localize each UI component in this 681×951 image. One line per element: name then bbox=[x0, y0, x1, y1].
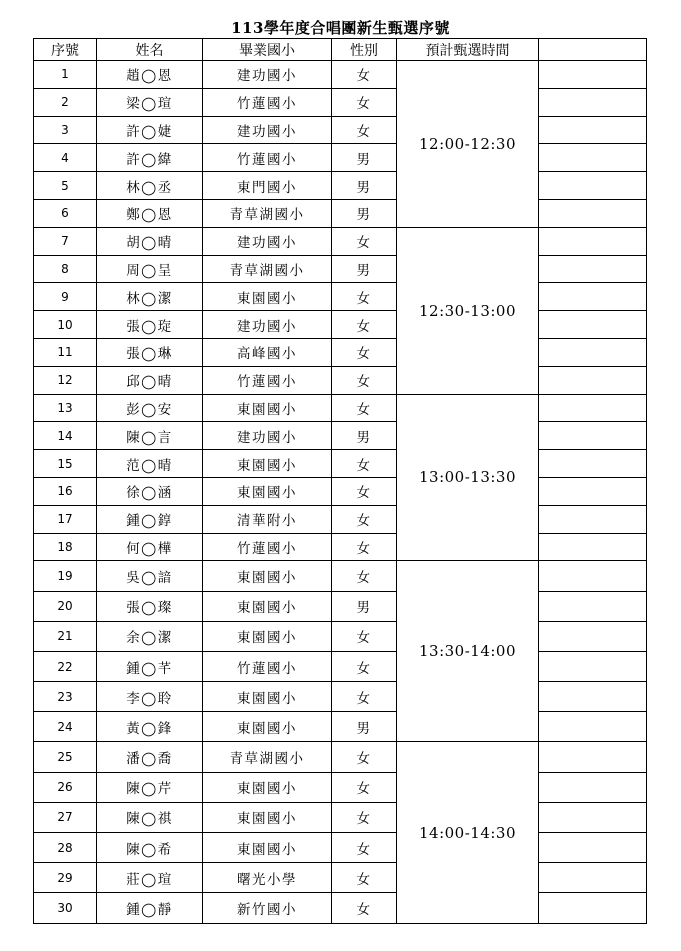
seq-cell: 8 bbox=[34, 255, 97, 283]
table-row bbox=[34, 338, 647, 366]
school-cell: 東門國小 bbox=[203, 172, 332, 200]
name-cell: 莊◯瑄 bbox=[97, 863, 203, 893]
gender-cell: 女 bbox=[332, 863, 397, 893]
table-row bbox=[34, 772, 647, 802]
school-cell: 東園國小 bbox=[203, 772, 332, 802]
notes-cell bbox=[539, 338, 647, 366]
table-row bbox=[34, 61, 647, 89]
school-cell: 青草湖國小 bbox=[203, 255, 332, 283]
notes-cell bbox=[539, 477, 647, 505]
name-cell: 黃◯鋒 bbox=[97, 712, 203, 742]
school-cell: 東園國小 bbox=[203, 561, 332, 591]
table-row bbox=[34, 651, 647, 681]
name-cell: 張◯琁 bbox=[97, 311, 203, 339]
gender-cell: 男 bbox=[332, 255, 397, 283]
table-row bbox=[34, 712, 647, 742]
school-cell: 建功國小 bbox=[203, 61, 332, 89]
table-row bbox=[34, 116, 647, 144]
notes-cell bbox=[539, 394, 647, 422]
school-cell: 竹蓮國小 bbox=[203, 144, 332, 172]
gender-cell: 男 bbox=[332, 144, 397, 172]
header-time: 預計甄選時間 bbox=[397, 39, 539, 61]
notes-cell bbox=[539, 505, 647, 533]
header-school: 畢業國小 bbox=[203, 39, 332, 61]
name-cell: 周◯呈 bbox=[97, 255, 203, 283]
notes-cell bbox=[539, 366, 647, 394]
school-cell: 東園國小 bbox=[203, 682, 332, 712]
gender-cell: 女 bbox=[332, 116, 397, 144]
gender-cell: 女 bbox=[332, 533, 397, 561]
school-cell: 東園國小 bbox=[203, 283, 332, 311]
gender-cell: 女 bbox=[332, 88, 397, 116]
header-seq: 序號 bbox=[34, 39, 97, 61]
time-slot-cell: 12:30-13:00 bbox=[397, 227, 539, 394]
name-cell: 陳◯希 bbox=[97, 833, 203, 863]
seq-cell: 29 bbox=[34, 863, 97, 893]
table-row bbox=[34, 88, 647, 116]
gender-cell: 女 bbox=[332, 893, 397, 923]
name-cell: 范◯晴 bbox=[97, 450, 203, 478]
notes-cell bbox=[539, 311, 647, 339]
seq-cell: 12 bbox=[34, 366, 97, 394]
gender-cell: 女 bbox=[332, 450, 397, 478]
table-row bbox=[34, 533, 647, 561]
seq-cell: 13 bbox=[34, 394, 97, 422]
table-row bbox=[34, 311, 647, 339]
gender-cell: 女 bbox=[332, 772, 397, 802]
name-cell: 林◯潔 bbox=[97, 283, 203, 311]
notes-cell bbox=[539, 742, 647, 772]
table-row bbox=[34, 227, 647, 255]
school-cell: 東園國小 bbox=[203, 394, 332, 422]
seq-cell: 20 bbox=[34, 591, 97, 621]
school-cell: 建功國小 bbox=[203, 311, 332, 339]
notes-cell bbox=[539, 591, 647, 621]
name-cell: 陳◯祺 bbox=[97, 802, 203, 832]
name-cell: 李◯聆 bbox=[97, 682, 203, 712]
school-cell: 新竹國小 bbox=[203, 893, 332, 923]
school-cell: 東園國小 bbox=[203, 477, 332, 505]
notes-cell bbox=[539, 863, 647, 893]
gender-cell: 女 bbox=[332, 477, 397, 505]
table-row bbox=[34, 802, 647, 832]
table-row bbox=[34, 144, 647, 172]
table-row bbox=[34, 172, 647, 200]
gender-cell: 女 bbox=[332, 621, 397, 651]
seq-cell: 14 bbox=[34, 422, 97, 450]
seq-cell: 28 bbox=[34, 833, 97, 863]
gender-cell: 女 bbox=[332, 651, 397, 681]
gender-cell: 女 bbox=[332, 227, 397, 255]
school-cell: 竹蓮國小 bbox=[203, 651, 332, 681]
gender-cell: 女 bbox=[332, 742, 397, 772]
gender-cell: 女 bbox=[332, 311, 397, 339]
notes-cell bbox=[539, 893, 647, 923]
table-row bbox=[34, 394, 647, 422]
school-cell: 建功國小 bbox=[203, 116, 332, 144]
gender-cell: 男 bbox=[332, 172, 397, 200]
name-cell: 鍾◯芊 bbox=[97, 651, 203, 681]
seq-cell: 26 bbox=[34, 772, 97, 802]
school-cell: 建功國小 bbox=[203, 227, 332, 255]
gender-cell: 女 bbox=[332, 802, 397, 832]
notes-cell bbox=[539, 651, 647, 681]
seq-cell: 11 bbox=[34, 338, 97, 366]
name-cell: 彭◯安 bbox=[97, 394, 203, 422]
header-extra bbox=[539, 39, 647, 61]
gender-cell: 女 bbox=[332, 833, 397, 863]
gender-cell: 男 bbox=[332, 422, 397, 450]
name-cell: 何◯樺 bbox=[97, 533, 203, 561]
notes-cell bbox=[539, 621, 647, 651]
school-cell: 青草湖國小 bbox=[203, 199, 332, 227]
notes-cell bbox=[539, 144, 647, 172]
seq-cell: 9 bbox=[34, 283, 97, 311]
notes-cell bbox=[539, 88, 647, 116]
seq-cell: 15 bbox=[34, 450, 97, 478]
seq-cell: 5 bbox=[34, 172, 97, 200]
notes-cell bbox=[539, 450, 647, 478]
name-cell: 鄭◯恩 bbox=[97, 199, 203, 227]
school-cell: 東園國小 bbox=[203, 802, 332, 832]
gender-cell: 女 bbox=[332, 283, 397, 311]
seq-cell: 19 bbox=[34, 561, 97, 591]
audition-table bbox=[33, 38, 647, 924]
name-cell: 鍾◯靜 bbox=[97, 893, 203, 923]
time-slot-cell: 12:00-12:30 bbox=[397, 61, 539, 228]
school-cell: 竹蓮國小 bbox=[203, 533, 332, 561]
school-cell: 曙光小學 bbox=[203, 863, 332, 893]
gender-cell: 女 bbox=[332, 505, 397, 533]
school-cell: 青草湖國小 bbox=[203, 742, 332, 772]
table-row bbox=[34, 199, 647, 227]
table-row bbox=[34, 591, 647, 621]
seq-cell: 3 bbox=[34, 116, 97, 144]
school-cell: 清華附小 bbox=[203, 505, 332, 533]
seq-cell: 22 bbox=[34, 651, 97, 681]
table-row bbox=[34, 833, 647, 863]
name-cell: 余◯潔 bbox=[97, 621, 203, 651]
seq-cell: 18 bbox=[34, 533, 97, 561]
header-row bbox=[34, 39, 647, 61]
table-row bbox=[34, 682, 647, 712]
gender-cell: 男 bbox=[332, 199, 397, 227]
notes-cell bbox=[539, 682, 647, 712]
table-row bbox=[34, 561, 647, 591]
name-cell: 趙◯恩 bbox=[97, 61, 203, 89]
school-cell: 竹蓮國小 bbox=[203, 88, 332, 116]
table-row bbox=[34, 283, 647, 311]
seq-cell: 10 bbox=[34, 311, 97, 339]
table-row bbox=[34, 366, 647, 394]
name-cell: 徐◯涵 bbox=[97, 477, 203, 505]
seq-cell: 17 bbox=[34, 505, 97, 533]
seq-cell: 4 bbox=[34, 144, 97, 172]
gender-cell: 女 bbox=[332, 61, 397, 89]
name-cell: 吳◯諳 bbox=[97, 561, 203, 591]
header-name: 姓名 bbox=[97, 39, 203, 61]
table-row bbox=[34, 450, 647, 478]
name-cell: 陳◯言 bbox=[97, 422, 203, 450]
seq-cell: 27 bbox=[34, 802, 97, 832]
seq-cell: 30 bbox=[34, 893, 97, 923]
name-cell: 陳◯芹 bbox=[97, 772, 203, 802]
table-body bbox=[34, 61, 647, 924]
seq-cell: 2 bbox=[34, 88, 97, 116]
notes-cell bbox=[539, 802, 647, 832]
notes-cell bbox=[539, 255, 647, 283]
table-row bbox=[34, 255, 647, 283]
header-gender: 性別 bbox=[332, 39, 397, 61]
name-cell: 梁◯瑄 bbox=[97, 88, 203, 116]
name-cell: 許◯婕 bbox=[97, 116, 203, 144]
notes-cell bbox=[539, 772, 647, 802]
name-cell: 林◯丞 bbox=[97, 172, 203, 200]
name-cell: 胡◯晴 bbox=[97, 227, 203, 255]
seq-cell: 6 bbox=[34, 199, 97, 227]
notes-cell bbox=[539, 283, 647, 311]
table-row bbox=[34, 477, 647, 505]
gender-cell: 女 bbox=[332, 682, 397, 712]
seq-cell: 24 bbox=[34, 712, 97, 742]
seq-cell: 21 bbox=[34, 621, 97, 651]
table-row bbox=[34, 422, 647, 450]
notes-cell bbox=[539, 172, 647, 200]
seq-cell: 7 bbox=[34, 227, 97, 255]
name-cell: 邱◯晴 bbox=[97, 366, 203, 394]
notes-cell bbox=[539, 61, 647, 89]
school-cell: 東園國小 bbox=[203, 621, 332, 651]
school-cell: 東園國小 bbox=[203, 712, 332, 742]
notes-cell bbox=[539, 561, 647, 591]
table-row bbox=[34, 742, 647, 772]
notes-cell bbox=[539, 422, 647, 450]
seq-cell: 16 bbox=[34, 477, 97, 505]
notes-cell bbox=[539, 199, 647, 227]
school-cell: 東園國小 bbox=[203, 450, 332, 478]
gender-cell: 女 bbox=[332, 394, 397, 422]
gender-cell: 女 bbox=[332, 561, 397, 591]
notes-cell bbox=[539, 533, 647, 561]
notes-cell bbox=[539, 833, 647, 863]
time-slot-cell: 14:00-14:30 bbox=[397, 742, 539, 923]
school-cell: 東園國小 bbox=[203, 833, 332, 863]
gender-cell: 女 bbox=[332, 338, 397, 366]
seq-cell: 1 bbox=[34, 61, 97, 89]
time-slot-cell: 13:00-13:30 bbox=[397, 394, 539, 561]
seq-cell: 25 bbox=[34, 742, 97, 772]
notes-cell bbox=[539, 116, 647, 144]
seq-cell: 23 bbox=[34, 682, 97, 712]
table-row bbox=[34, 863, 647, 893]
gender-cell: 男 bbox=[332, 712, 397, 742]
document-title: 113學年度合唱團新生甄選序號 bbox=[231, 19, 450, 37]
time-slot-cell: 13:30-14:00 bbox=[397, 561, 539, 742]
name-cell: 許◯緯 bbox=[97, 144, 203, 172]
table-row bbox=[34, 621, 647, 651]
name-cell: 潘◯喬 bbox=[97, 742, 203, 772]
school-cell: 竹蓮國小 bbox=[203, 366, 332, 394]
school-cell: 建功國小 bbox=[203, 422, 332, 450]
notes-cell bbox=[539, 227, 647, 255]
school-cell: 高峰國小 bbox=[203, 338, 332, 366]
gender-cell: 男 bbox=[332, 591, 397, 621]
gender-cell: 女 bbox=[332, 366, 397, 394]
name-cell: 張◯琳 bbox=[97, 338, 203, 366]
notes-cell bbox=[539, 712, 647, 742]
name-cell: 鍾◯錞 bbox=[97, 505, 203, 533]
table-row bbox=[34, 893, 647, 923]
name-cell: 張◯璨 bbox=[97, 591, 203, 621]
school-cell: 東園國小 bbox=[203, 591, 332, 621]
table-row bbox=[34, 505, 647, 533]
